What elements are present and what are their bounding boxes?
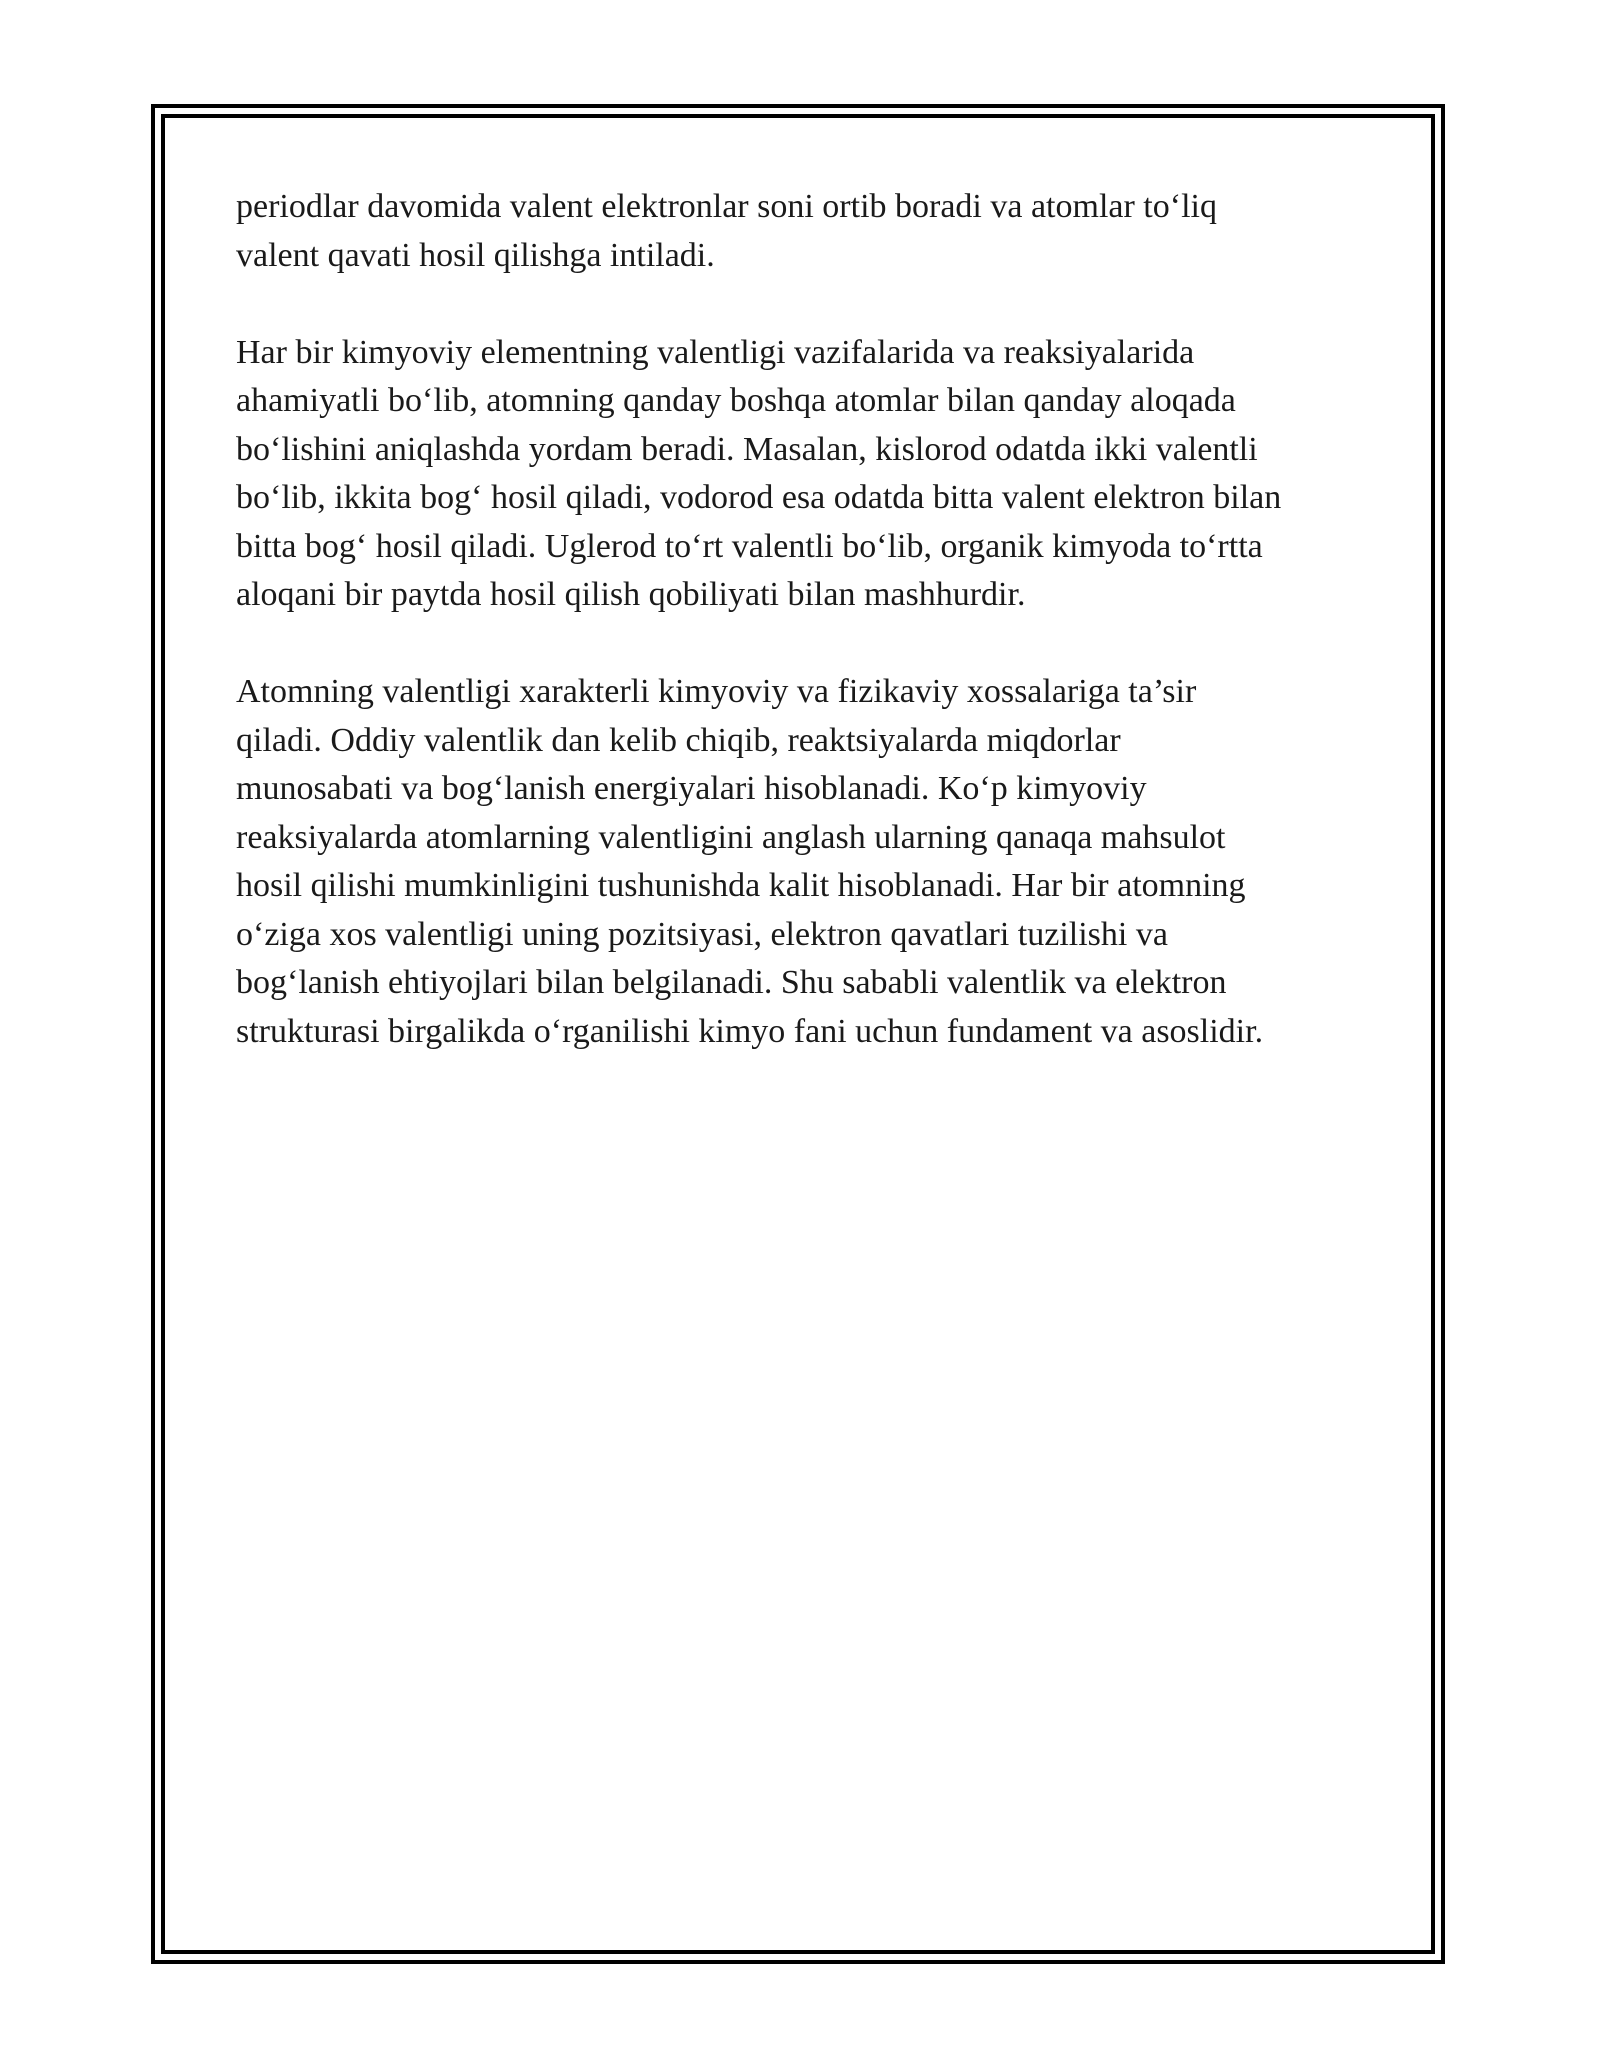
paragraph-3: Atomning valentligi xarakterli kimyoviy va fizikaviy xossalariga ta’sir qiladi. Oddiy valentlik dan kelib chiqib, reaktsiyalarda miqdorlar munosabati va bog‘lanish energiyalari hisoblanadi. Ko‘p kimyoviy reaksiyalarda atomlarning valentligini anglash ularning qanaqa mahsulot hosil qilishi mumkinligini tushunishda kalit hisoblanadi. Har bir atomning o‘ziga xos valentligi uning pozitsiyasi, elektron qavatlari tuzilishi va bog‘lanish ehtiyojlari bilan belgilanadi. Shu sababli valentlik va elektron strukturasi birgalikda o‘rganilishi kimyo fani uchun fundament va asoslidir. (236, 673, 1264, 1050)
page-content (236, 183, 1376, 1105)
paragraph-2: Har bir kimyoviy elementning valentligi vazifalarida va reaksiyalarida ahamiyatli bo‘lib, atomning qanday boshqa atomlar bilan qanday aloqada bo‘lishini aniqlashda yordam beradi. Masalan, kislorod odatda ikki valentli bo‘lib, ikkita bog‘ hosil qiladi, vodorod esa odatda bitta valent elektron bilan bitta bog‘ hosil qiladi. Uglerod to‘rt valentli bo‘lib, organik kimyoda to‘rtta aloqani bir paytda hosil qilish qobiliyati bilan mashhurdir. (236, 333, 1282, 613)
paragraph-1: periodlar davomida valent elektronlar soni ortib boradi va atomlar to‘liq valent qavati hosil qilishga intiladi. (236, 188, 1217, 274)
